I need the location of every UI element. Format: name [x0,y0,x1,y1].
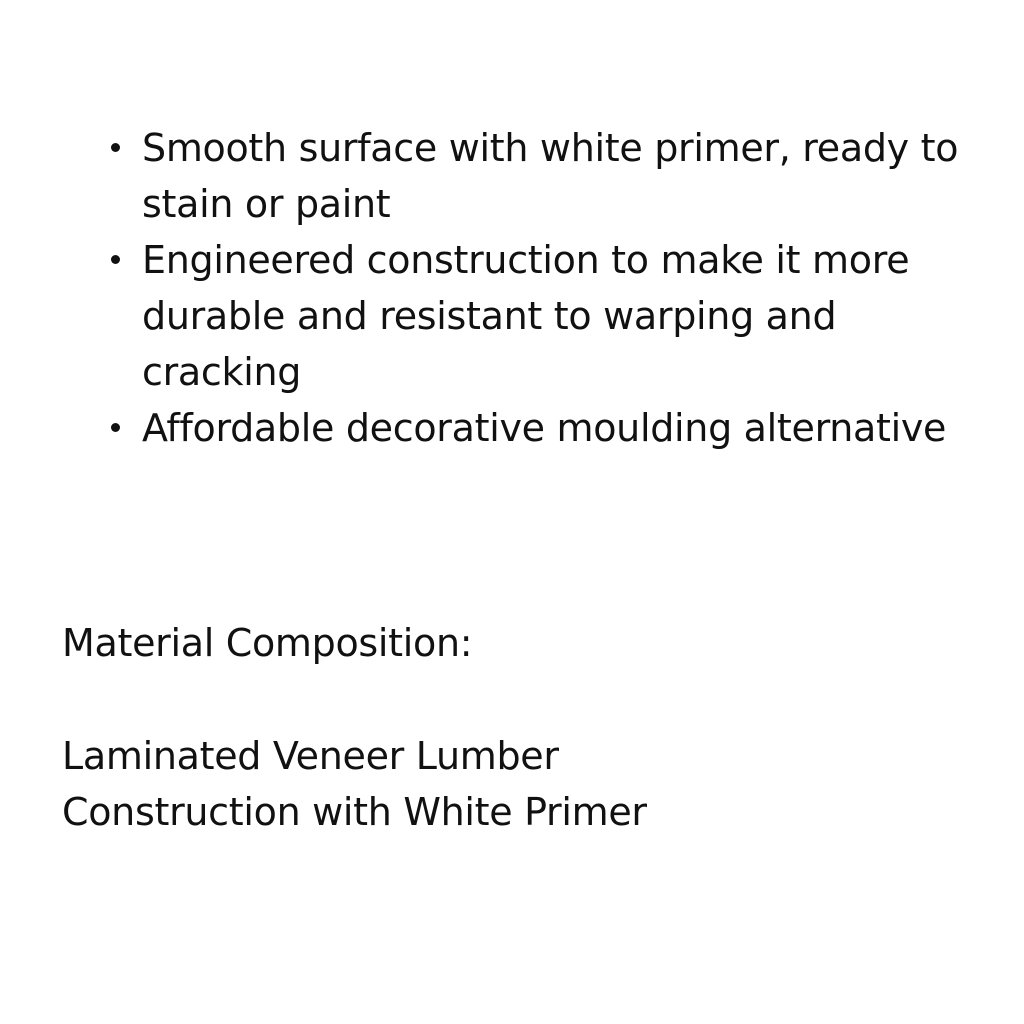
feature-item [105,400,965,456]
composition-line: Laminated Veneer Lumber [62,734,559,778]
feature-text: Engineered construction to make it more durable and resistant to warping and cracking [142,238,910,394]
bullet-dot-icon [111,143,120,152]
feature-item [105,232,965,400]
material-composition-text [62,728,922,840]
material-composition-heading: Material Composition: [62,621,473,665]
bullet-dot-icon [111,423,120,432]
feature-text: Smooth surface with white primer, ready to stain or paint [142,126,959,226]
bullet-dot-icon [111,255,120,264]
feature-text: Affordable decorative moulding alternative [142,406,947,450]
feature-list [105,120,965,456]
composition-line: Construction with White Primer [62,790,647,834]
feature-item [105,120,965,232]
